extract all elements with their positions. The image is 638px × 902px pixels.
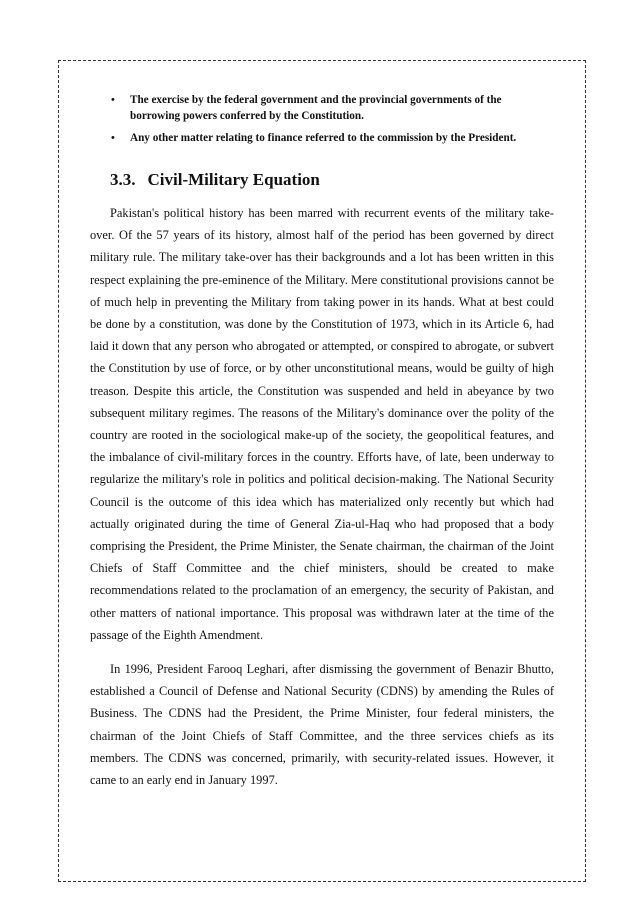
- bullet-item-borrowing-powers: [90, 92, 554, 124]
- section-heading: [110, 168, 554, 192]
- bullet-text: Any other matter relating to finance referred to the commission by the President.: [130, 132, 517, 144]
- bullet-text: The exercise by the federal government and the provincial governments of the borrowing powers conferred by the Constitution.: [130, 94, 502, 122]
- bullet-icon: •: [111, 132, 115, 144]
- section-title: Civil-Military Equation: [147, 170, 320, 189]
- paragraph-military-history: Pakistan's political history has been marred with recurrent events of the military take-over. Of the 57 years of its history, almost half of the period has been governed by direct military rule. The military take-over has their backgrounds and a lot has been written in this respect explaining the pre-eminence of the Military. Mere constitutional provisions cannot be of much help in preventing the Military from taking power in its hands. What at best could be done by a constitution, was done by the Constitution of 1973, which in its Article 6, had laid it down that any person who abrogated or attempted, or conspired to abrogate, or subvert the Constitution by use of force, or by other unconstitutional means, would be guilty of high treason. Despite this article, the Constitution was suspended and held in abeyance by two subsequent military regimes. The reasons of the Military's dominance over the polity of the country are rooted in the sociological make-up of the society, the geopolitical features, and the imbalance of civil-military forces in the country. Efforts have, of late, been underway to regularize the military's role in politics and political decision-making. The National Security Council is the outcome of this idea which has materialized only recently but which had actually originated during the time of General Zia-ul-Haq who had proposed that a body comprising the President, the Prime Minister, the Senate chairman, the chairman of the Joint Chiefs of Staff Committee and the chief ministers, should be created to make recommendations related to the proclamation of an emergency, the security of Pakistan, and other matters of national importance. This proposal was withdrawn later at the time of the passage of the Eighth Amendment.: [90, 206, 554, 642]
- paragraph-cdns: In 1996, President Farooq Leghari, after dismissing the government of Benazir Bhutto, established a Council of Defense and National Security (CDNS) by amending the Rules of Business. The CDNS had the President, the Prime Minister, four federal ministers, the chairman of the Joint Chiefs of Staff Committee, and the three services chiefs as its members. The CDNS was concerned, primarily, with security-related issues. However, it came to an early end in January 1997.: [90, 662, 554, 788]
- bullet-item-other-matter: [90, 130, 554, 146]
- bullet-list: [90, 92, 554, 146]
- bullet-icon: •: [111, 94, 115, 106]
- section-number: 3.3.: [110, 170, 136, 189]
- page-content: [90, 92, 554, 791]
